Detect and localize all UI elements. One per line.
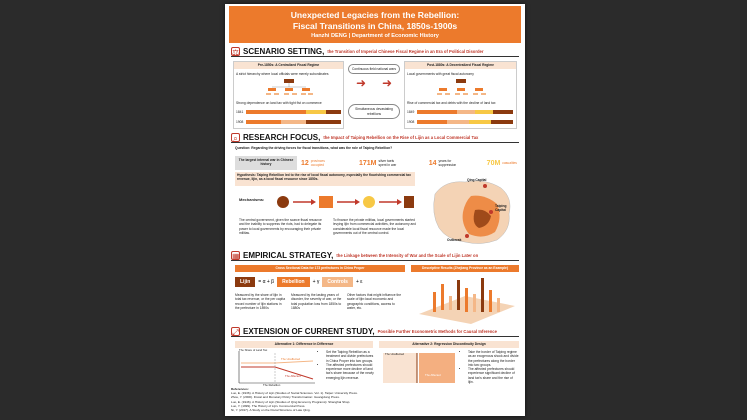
mechanism-text-2: To finance the private militias, local governments started levying lijin from commercial activities, the autonomy and considerable local fiscal resource made the local governments out of the central control. [333,218,417,235]
section-title: EXTENSION OF CURRENT STUDY, [243,326,375,336]
alt1-title: Alternative 1: Difference in Difference [235,341,373,348]
regression-equation [235,275,407,289]
map-label-outbreak: Outbreak [447,238,462,242]
stat-label: years for suppression [438,158,457,167]
reference-item: Ni, Y. (2017). A Study on the Fiscal Structure of Late Qing. [231,407,311,412]
section-subtitle: the Transition of Imperial Chinese Fiscal Regime in an Era of Political Disorder [327,48,484,54]
lijin-measure: Measured by the share of lijin in total tax revenue, or the per capita record number of lijin stations in the prefecture in 1890s [235,293,286,310]
eq-symbol: + ε [355,279,363,285]
wars-label: Continuous field national wars [348,64,400,74]
section-title: EMPIRICAL STRATEGY, [243,250,334,260]
scale-icon: ⚖ [232,47,240,57]
bullet-item: • Set the Taiping Rebellion as a treatment and divide prefectures in China Proper into two groups. [326,350,375,363]
stat-number: 171M [358,159,377,167]
eq-treatment: Rebellion [277,277,310,287]
map-label-capital: Qing Capital [467,178,487,182]
largest-war-label: The largest internal war in Chinese history [235,156,297,170]
pre-regime-desc2: Strong dependence on land tax with tight fist on commerce [236,101,322,105]
pre-regime-box [233,61,344,129]
reference-item: Zhou, Y. (2000). Fiscal and Monetary Policy Transformation: Guangdong Press. [231,395,340,400]
bullet-item: • The affected prefectures should experience significant decline of land tax's share and the rise of lijin. [468,367,519,384]
poster [225,4,525,416]
year-label: 1841 [236,110,244,114]
rebellions-label: Simultaneous devastating rebellions [348,104,400,119]
title-banner [229,6,521,43]
did-chart [235,349,317,387]
reference-item: Luo, E. (1946). A History of Lijin (Studies of Qing Economy Programs): Shanghai Shop. [231,399,351,404]
stat-label: silver taels spent in war [378,158,397,167]
did-label: The Share of Land Tax [239,348,268,352]
author-line: Hanzhi DENG | Department of Economic History [311,33,439,39]
section-title: SCENARIO SETTING, [243,46,325,56]
post-regime-desc: Local governments with great fiscal autonomy [407,72,474,76]
stat-label: casualties [502,160,517,165]
hypothesis-box: Hypothesis: Taiping Rebellion led to the rise of local fiscal autonomy, especially the flourishing commercial tax revenue, lijin, as a local fiscal resource since 1850s. [235,172,415,186]
transition-middle [348,64,400,119]
title-line-2: Fiscal Transitions in China, 1850s-1900s [292,21,458,31]
did-label: The Affected [285,374,301,378]
did-label: The Unaffected [281,357,301,361]
eq-outcome: Lijin [235,277,255,287]
desc-title: Descriptive Results (Zhejiang Province as an Example) [411,265,519,272]
stat-item [487,160,517,167]
reference-item: Luo, Y. (1999). The History of Lijin. Commercial Press. [231,403,306,408]
hierarchy-diagram [264,78,314,98]
eq-controls: Controls [322,277,353,287]
bullet-item: • Take the border of Taiping regime as an exogenous shock and divide the prefectures along the border into two groups. [468,350,519,367]
research-question: Question: Regarding the driving forces for fiscal transitions, what was the role of Taiping Rebellion? [235,146,393,150]
eq-symbol: + γ [312,279,320,285]
stat-label: provinces occupied [310,158,325,167]
map-label-taiping: Taiping Capital [495,204,507,213]
reference-item: Luo, E. (1936). A History of Lijin (Studies of Social Sciences. Vol. 1). Taipei: University Press. [231,391,358,396]
section-extension-header [231,326,519,337]
eq-symbol: = α + β [258,279,275,285]
section-title: RESEARCH FOCUS, [243,132,321,142]
search-icon: ⌕ [231,133,240,142]
references [231,387,519,412]
expand-icon: ⤢ [232,327,239,337]
pre-regime-title: Pre-1850s: A Centralized Fiscal Regime [234,62,343,69]
year-label: 1849 [407,110,415,114]
arrow-right-icon: ➜ [381,76,392,91]
section-scenario-header [231,46,519,57]
controls-measure: Other factors that might influence the scale of lijin:local economic and geographic conditions, access to water, etc. [347,293,402,310]
mechanism-diagram [273,188,415,216]
rebellion-measure: Measured by the lasting years of disorder, the severity of war, or the total population loss from 1850s to 1880s [291,293,342,310]
title-line-1: Unexpected Legacies from the Rebellion: [290,10,460,20]
arrow-right-icon: ➜ [356,76,367,91]
section-research-header [231,132,519,143]
mechanism-text-1: The central government, given the scarce fiscal resource and the inability to suppress the riots, had to delegate its power to local governments by encouraging their private militias. [239,218,322,235]
chart-icon: ▦ [232,251,240,261]
decentralized-diagram [435,78,487,98]
alt2-bullets [463,350,519,384]
stat-item [301,159,333,168]
alt1-bullets [321,350,375,380]
references-label: References: [231,387,249,391]
zhejiang-3d-chart [411,274,519,324]
alt2-title: Alternative 2: Regression Discontinuity Design [379,341,519,348]
rdd-label: The Unaffected [385,352,405,356]
did-label: The Rebellion [263,383,281,387]
year-label: 1908 [407,120,415,124]
post-regime-desc2: Rise of commercial tax and debts with the decline of land tax [407,101,496,105]
bullet-item: • The affected prefectures should experience more decline of land tax's share because of the newly emerging lijin revenue. [326,363,375,380]
post-regime-title: Post-1880s: A Decentralized Fiscal Regime [405,62,516,69]
stats-row [301,156,517,170]
section-subtitle: Possible Further Econometric Methods for Causal Inference [377,328,497,334]
section-subtitle: the Impact of Taiping Rebellion on the Rise of Lijin as a Local Commercial Tax [323,134,479,140]
mechanisms-label: Mechanisms: [239,197,265,202]
year-label: 1908 [236,120,244,124]
stat-number: 14 [428,159,437,167]
stat-number: 70M [486,159,501,167]
stat-item [429,159,461,168]
rdd-label: The Affected [425,373,441,377]
stat-number: 12 [301,159,309,167]
section-empirical-header [231,250,519,261]
pre-regime-desc: A strict hierarchy where local officials were merely subordinates [236,72,329,76]
stat-item [359,159,403,168]
post-regime-box [404,61,517,129]
data-title: Cross Sectional Data for 173 prefectures in China Proper [235,265,405,272]
section-subtitle: the Linkage between the Intensity of War and the Scale of Lijin Later on [336,252,479,258]
